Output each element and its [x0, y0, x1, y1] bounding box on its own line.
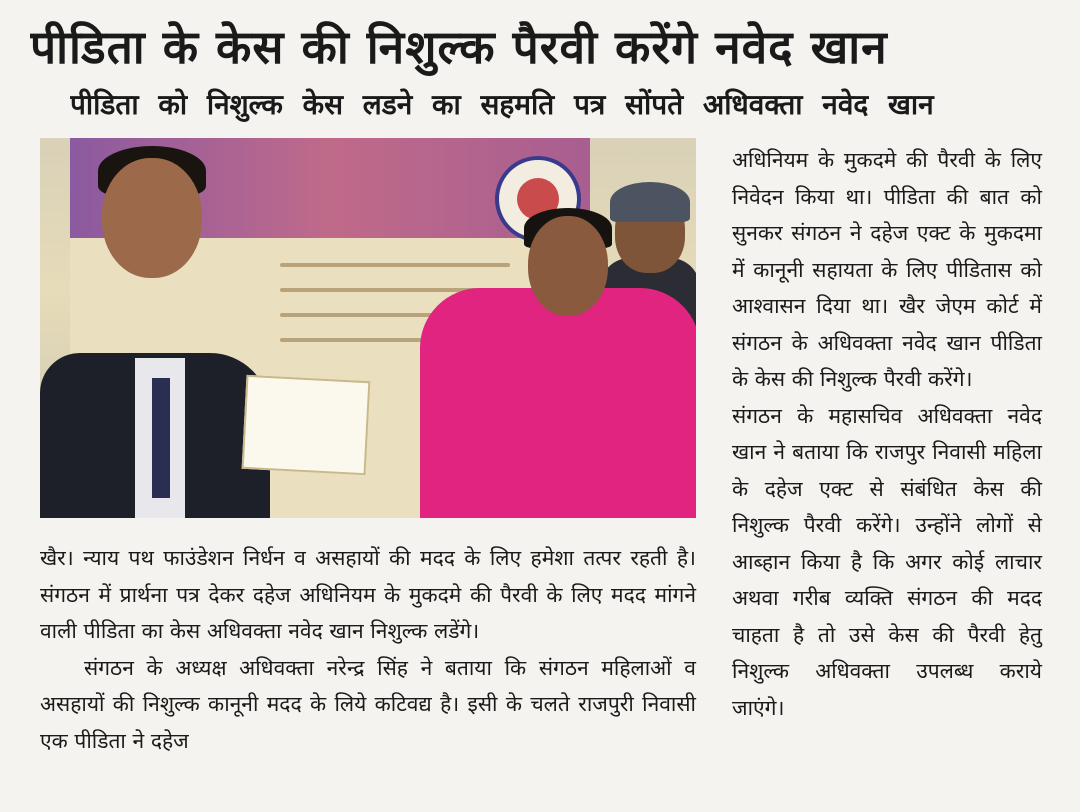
headline: पीडिता के केस की निशुल्क पैरवी करेंगे नवेद खान [30, 20, 888, 74]
article-paragraph: खैर। न्याय पथ फाउंडेशन निर्धन व असहायों की मदद के लिए हमेशा तत्पर रहती है। संगठन में प्रार्थना पत्र देकर दहेज अधिनियम के मुकदमे की पैरवी के लिए मदद मांगने वाली पीडिता का केस अधिवक्ता नवेद खान निशुल्क लडेंगे। [40, 546, 696, 644]
article-right-column [732, 142, 1042, 802]
news-photo [40, 138, 696, 518]
adjacent-column-edge [1072, 140, 1080, 640]
article-paragraph: संगठन के महासचिव अधिवक्ता नवेद खान ने बताया कि राजपुर निवासी महिला के दहेज एक्ट से संबंधित केस की निशुल्क पैरवी करेंगे। उन्होंने लोगों से आब्हान किया है कि अगर कोई लाचार अथवा गरीब व्यक्ति संगठन की मदद चाहता है तो उसे केस की पैरवी हेतु निशुल्क अधिवक्ता उपलब्ध कराये जाएंगे। [732, 403, 1042, 720]
article-paragraph: संगठन के अध्यक्ष अधिवक्ता नरेन्द्र सिंह ने बताया कि संगठन महिलाओं व असहायों की निशुल्क कानूनी मदद के लिये कटिवद्य है। इसी के चलते राजपुरी निवासी एक पीडिता ने दहेज [40, 655, 696, 753]
article-paragraph: अधिनियम के मुकदमे की पैरवी के लिए निवेदन किया था। पीडिता की बात को सुनकर संगठन ने दहेज एक्ट के मुकदमा में कानूनी सहायता के लिए पीडितास को आश्वासन दिया था। खैर जेएम कोर्ट में संगठन के अधिवक्ता नवेद खान पीडिता के केस की निशुल्क पैरवी करेंगे। [732, 148, 1042, 391]
woman-figure [420, 288, 696, 518]
subheadline: पीडिता को निशुल्क केस लडने का सहमति पत्र सोंपते अधिवक्ता नवेद खान [70, 88, 934, 121]
woman-head [528, 216, 608, 316]
man-tie [152, 378, 170, 498]
man-head [102, 158, 202, 278]
poster-line [280, 263, 510, 267]
background-man-cap [610, 182, 690, 222]
certificate-graphic [242, 375, 371, 475]
article-left-column [40, 540, 696, 805]
